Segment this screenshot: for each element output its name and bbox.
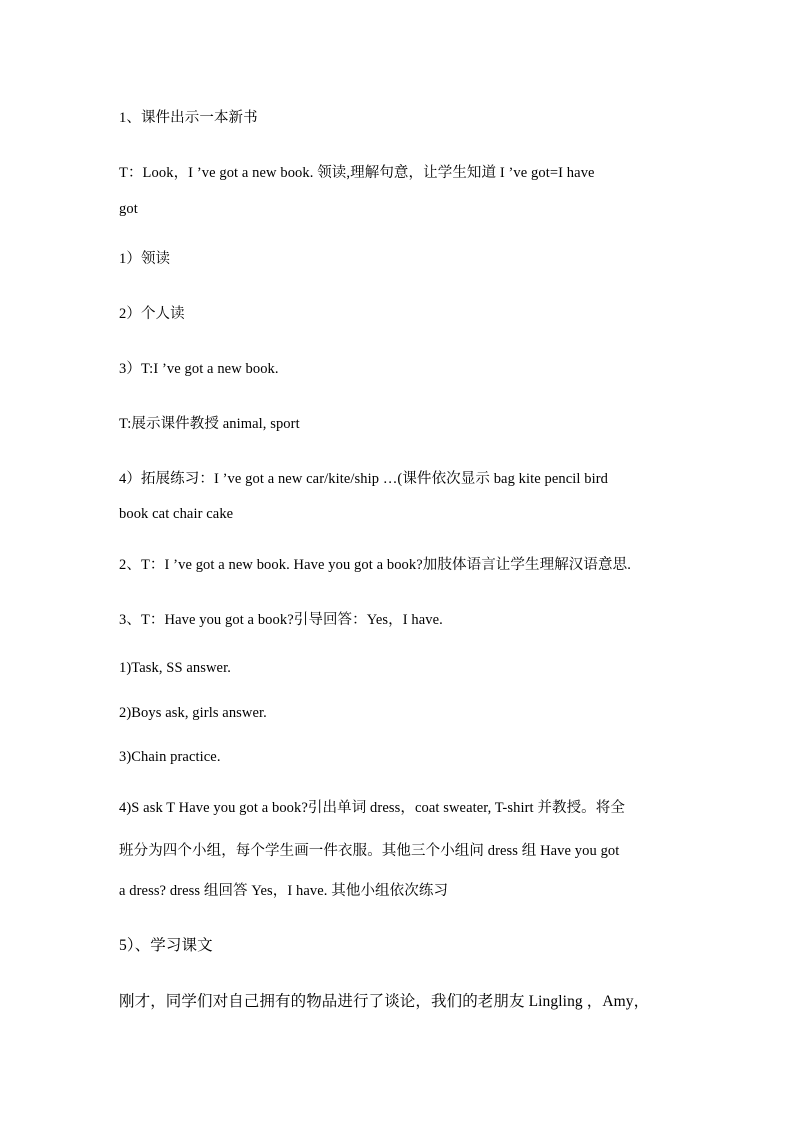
paragraph-line: T:展示课件教授 animal, sport xyxy=(119,416,300,432)
heading-step-2: 2、T：I ’ve got a new book. Have you got a book?加肢体语言让学生理解汉语意思. xyxy=(119,557,631,573)
list-item: 3)Chain practice. xyxy=(119,749,221,765)
list-item: 4)S ask T Have you got a book?引出单词 dress，coat sweater, T-shirt 并教授。将全 xyxy=(119,800,625,816)
list-item: 4）拓展练习：I ’ve got a new car/kite/ship …(课件依次显示 bag kite pencil bird xyxy=(119,471,609,487)
paragraph-line: got xyxy=(119,201,138,217)
list-item: 2)Boys ask, girls answer. xyxy=(119,705,267,721)
paragraph-line: 刚才，同学们对自己拥有的物品进行了谈论，我们的老朋友 Lingling ，Amy， xyxy=(119,993,650,1010)
paragraph-line: 班分为四个小组，每个学生画一件衣服。其他三个小组问 dress 组 Have you got xyxy=(119,843,620,859)
heading-step-3: 3、T：Have you got a book?引导回答：Yes，I have. xyxy=(119,612,443,628)
paragraph-line: book cat chair cake xyxy=(119,506,234,522)
heading-step-5: 5）、学习课文 xyxy=(119,937,213,954)
list-item: 3）T:I ’ve got a new book. xyxy=(119,361,279,377)
paragraph-line: a dress? dress 组回答 Yes，I have. 其他小组依次练习 xyxy=(119,883,449,899)
paragraph-line: T：Look，I ’ve got a new book. 领读,理解句意，让学生知道 I ’ve got=I have xyxy=(119,165,595,181)
list-item: 1)Task, SS answer. xyxy=(119,660,231,676)
list-item: 1）领读 xyxy=(119,251,171,267)
list-item: 2）个人读 xyxy=(119,306,185,322)
heading-step-1: 1、课件出示一本新书 xyxy=(119,110,258,126)
